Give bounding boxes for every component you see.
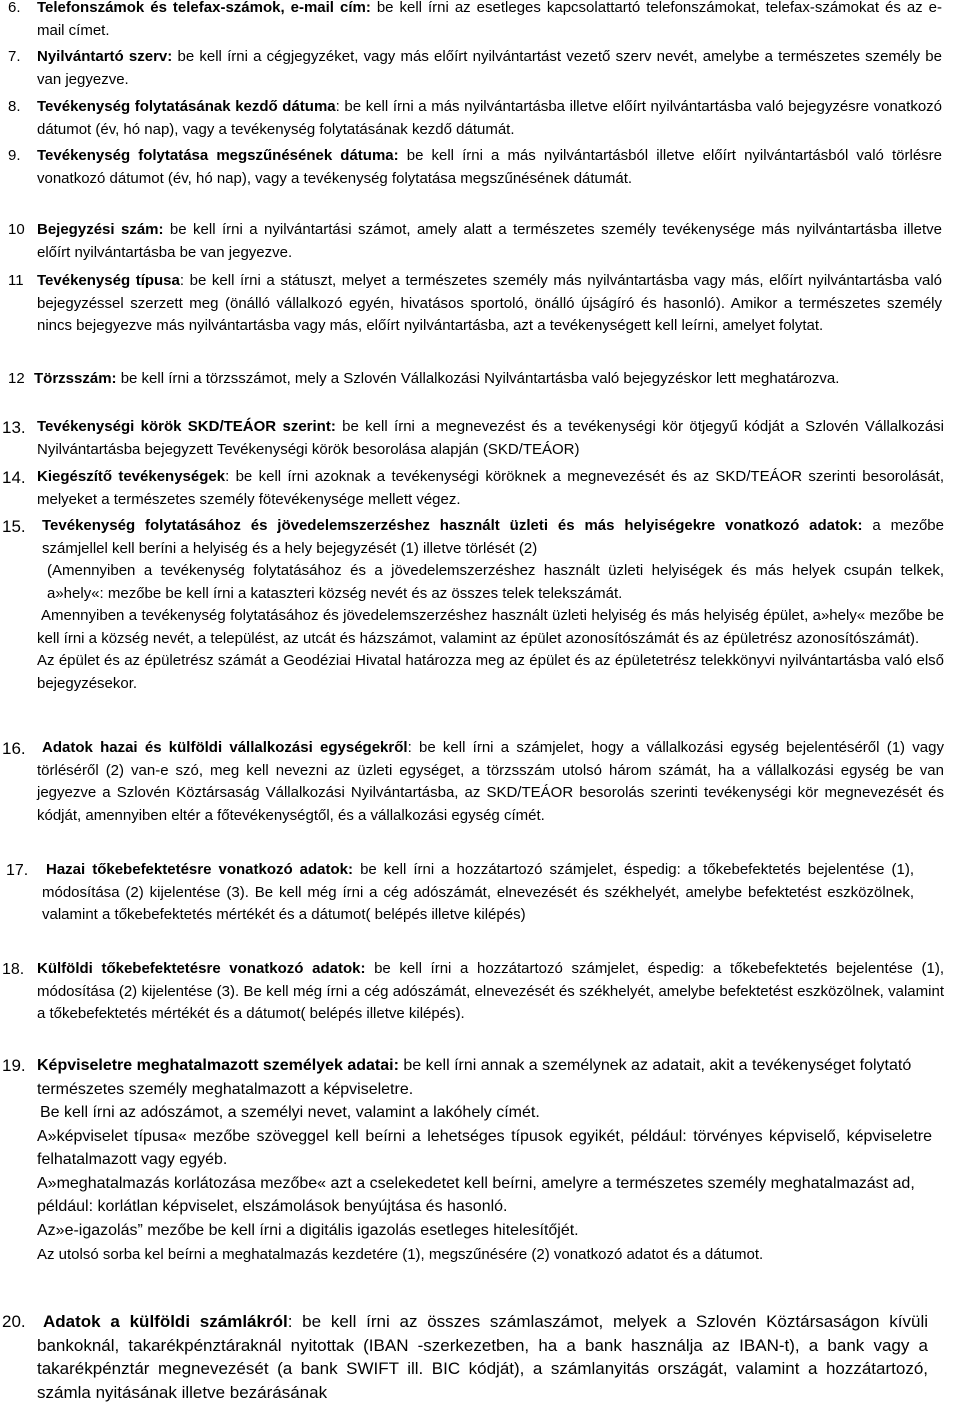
item-text: : be kell írni a számjelet, hogy a vállalkozási egység bejelentéséről (1) vagy törléséről (2) van-e szó, meg kell nevezni az üzleti egységet, a törzsszám utolsó három számát, ha a vállalkozási egység be van jegyezve a Szlovén Köztársaság Vállalkozási Nyilvántartásba, az SKD/TEÁOR besorolás szerinti tevékenységi kör megnevezését és kódját, amennyiben eltér a főtevékenységtől, és a vállalkozási egység címét.	[37, 739, 944, 824]
item-title: Tevékenység folytatása megszűnésének dátuma:	[37, 147, 399, 164]
item-13	[2, 416, 944, 461]
item-number: 8.	[8, 98, 21, 115]
item-title: Adatok hazai és külföldi vállalkozási egységekről	[42, 739, 408, 756]
item-title: Adatok a külföldi számlákról	[43, 1312, 288, 1331]
item-title: Tevékenységi körök SKD/TEÁOR szerint:	[37, 418, 336, 435]
item-number: 11	[8, 272, 24, 289]
item-19	[2, 1054, 932, 1267]
item-title: Tevékenység típusa	[37, 272, 180, 289]
item-16	[2, 737, 944, 827]
item-text: be kell írni a hozzátartozó számjelet, éspedig: a tőkebefektetés bejelentése (1), módosítása (2) kijelentése (3). Be kell még írni a cég adószámát, elnevezését és székhelyét, amelybe befektetést eszközölnek, valamint a tőkebefektetés mértékét és a dátumot( belépés illetve kilépés).	[37, 960, 945, 1022]
item-text: : be kell írni azoknak a tevékenységi köröknek a megnevezését és az SKD/TEÁOR szerinti besorolását, melyeket a természetes személy fötevékenysége mellett végez.	[37, 468, 944, 508]
item-text: be kell írni a hozzátartozó számjelet, éspedig: a tőkebefektetés bejelentése (1), módosítása (2) kijelentése (3). Be kell még írni a cég adószámát, elnevezését és székhelyét, amelybe befektetést eszközölnek, valamint a tőkebefektetés mértékét és a dátumot( belépés illetve kilépés)	[42, 861, 915, 923]
item-title: Tevékenység folytatásához és jövedelemszerzéshez használt üzleti és más helyiségekre vonatkozó adatok:	[42, 517, 863, 534]
item-20	[2, 1310, 928, 1404]
item-text: : be kell írni az összes számlaszámot, melyek a Szlovén Köztársaságon kívüli bankoknál, takarékpénztáraknál nyitottak (IBAN -szerkezetben, ha a bank használja az IBAN-t), a bank vagy a takarékpénztár megnevezését (a bank SWIFT ill. BIC kódját), a számlanyitás országát, valamint a hozzátartozó, számla nyitásának illetve bezárásának	[37, 1312, 928, 1402]
item-paragraph: A»képviselet típusa« mezőbe szöveggel kell beírni a lehetséges típusok egyikét, például: törvényes képviselő, képviseletre felhatalmazott vagy egyéb.	[37, 1127, 932, 1168]
item-6	[8, 0, 942, 42]
item-title: Hazai tőkebefektetésre vonatkozó adatok:	[46, 861, 354, 878]
item-text: be kell írni a cégjegyzéket, vagy más előírt nyilvántartást vezető szerv nevét, amelybe a természetes személy be van jegyezve.	[37, 48, 942, 88]
item-text: be kell írni a nyilvántartási számot, amely alatt a természetes személy tevékenysége más nyilvántartásba illetve előírt nyilvántartásba be van jegyezve.	[37, 221, 942, 261]
item-title: Telefonszámok és telefax-számok, e-mail cím:	[37, 0, 371, 16]
item-text: be kell írni annak a személynek az adatait, akit a tevékenységet folytató természetes személy meghatalmazott a képviseletre.	[37, 1057, 912, 1098]
item-number: 18.	[2, 961, 25, 978]
item-10	[8, 219, 942, 264]
item-paragraph: Amennyiben a tevékenység folytatásához és jövedelemszerzéshez használt üzleti helyiség és más helyiség épület, a»hely« mezőbe be kell írni a község nevét, a települést, az utcát és házszámot, valamint az épület azonosítószámát és az épületrész azonosítószámát).	[37, 607, 944, 647]
item-title: Törzsszám:	[34, 370, 117, 387]
item-number: 9.	[8, 147, 21, 164]
item-number: 6.	[8, 0, 21, 16]
item-paragraph: Az»e-igazolás” mezőbe be kell írni a digitális igazolás esetleges hitelesítőjét.	[37, 1221, 579, 1239]
item-paragraph: A»meghatalmazás korlátozása mezőbe« azt a cselekedetet kell beírni, amelyre a természetes személy meghatalmazást ad, például: korlátlan képviselet, elszámolások benyújtása és hasonló.	[37, 1174, 915, 1215]
item-text: : be kell írni a más nyilvántartásba illetve előírt nyilvántartásba való bejegyzésre vonatkozó dátumot (év, hó nap), vagy a tevékenység folytatásának kezdő dátumát.	[37, 98, 942, 138]
item-paragraph: Be kell írni az adószámot, a személyi nevet, valamint a lakóhely címét.	[40, 1104, 540, 1121]
item-17	[6, 859, 914, 927]
item-7	[8, 46, 942, 91]
item-11	[8, 270, 942, 338]
item-number: 17.	[6, 862, 29, 879]
item-18	[2, 958, 944, 1026]
item-number: 12	[8, 370, 25, 387]
item-15	[2, 515, 944, 695]
item-9	[8, 145, 942, 190]
item-text: be kell írni a más nyilvántartásból illetve előírt nyilvántartásból való törlésre vonatkozó dátumot (év, hó nap), vagy a tevékenység folytatása megszűnésének dátumát.	[37, 147, 942, 187]
item-title: Nyilvántartó szerv:	[37, 48, 173, 65]
item-title: Tevékenység folytatásának kezdő dátuma	[37, 98, 336, 115]
item-number: 15.	[2, 517, 26, 536]
item-8	[8, 96, 942, 141]
item-number: 19.	[2, 1056, 26, 1075]
item-number: 16.	[2, 739, 26, 758]
item-text: be kell írni a megnevezést és a tevékenységi kör ötjegyű kódját a Szlovén Vállalkozási Nyilvántartásba bejegyzett Tevékenységi körök besorolása alapján (SKD/TEÁOR)	[37, 418, 944, 458]
item-title: Képviseletre meghatalmazott személyek adatai:	[37, 1057, 399, 1074]
item-text: be kell írni az esetleges kapcsolattartó telefonszámokat, telefax-számokat és az e-mail címet.	[37, 0, 943, 39]
item-number: 7.	[8, 48, 21, 65]
item-text: a mezőbe számjellel kell beríni a helyiség és a hely bejegyzését (1) illetve törlését (2)	[42, 517, 944, 557]
item-paragraph: Az épület és az épületrész számát a Geodéziai Hivatal határozza meg az épület és az épületetrész telekkönyvi nyilvántartásba való első bejegyzésekor.	[37, 652, 944, 692]
item-paragraph: Az utolsó sorba kel beírni a meghatalmazás kezdetére (1), megszűnésére (2) vonatkozó adatot és a dátumot.	[37, 1246, 764, 1263]
item-title: Kiegészítő tevékenységek	[37, 468, 226, 485]
item-paragraph: (Amennyiben a tevékenység folytatásához és a jövedelemszerzéshez használt üzleti helyiségek és más helyek csupán telkek, a»hely«: mezőbe be kell írni a kataszteri község nevét és az összes telek telekszámát.	[47, 562, 944, 602]
item-number: 20.	[2, 1312, 26, 1331]
item-title: Külföldi tőkebefektetésre vonatkozó adatok:	[37, 960, 366, 977]
item-12	[8, 368, 908, 391]
item-number: 13.	[2, 418, 26, 437]
item-title: Bejegyzési szám:	[37, 221, 164, 238]
item-text: be kell írni a törzsszámot, mely a Szlovén Vállalkozási Nyilvántartásba való bejegyzéskor lett meghatározva.	[116, 370, 840, 387]
item-number: 10	[8, 221, 25, 238]
item-text: : be kell írni a státuszt, melyet a természetes személy más nyilvántartásba vagy más, előírt nyilvántartásba való bejegyzéssel szerzett meg (önálló vállalkozó egyén, hivatásos sportoló, önálló újságíró és hasonló). Amikor a természetes személy nincs bejegyezve más nyilvántartásba vagy más, előírt nyilvántartásba, azt a tevékenységett kell leírni, amelyet folytat.	[37, 272, 942, 334]
item-14	[2, 466, 944, 511]
item-number: 14.	[2, 468, 26, 487]
